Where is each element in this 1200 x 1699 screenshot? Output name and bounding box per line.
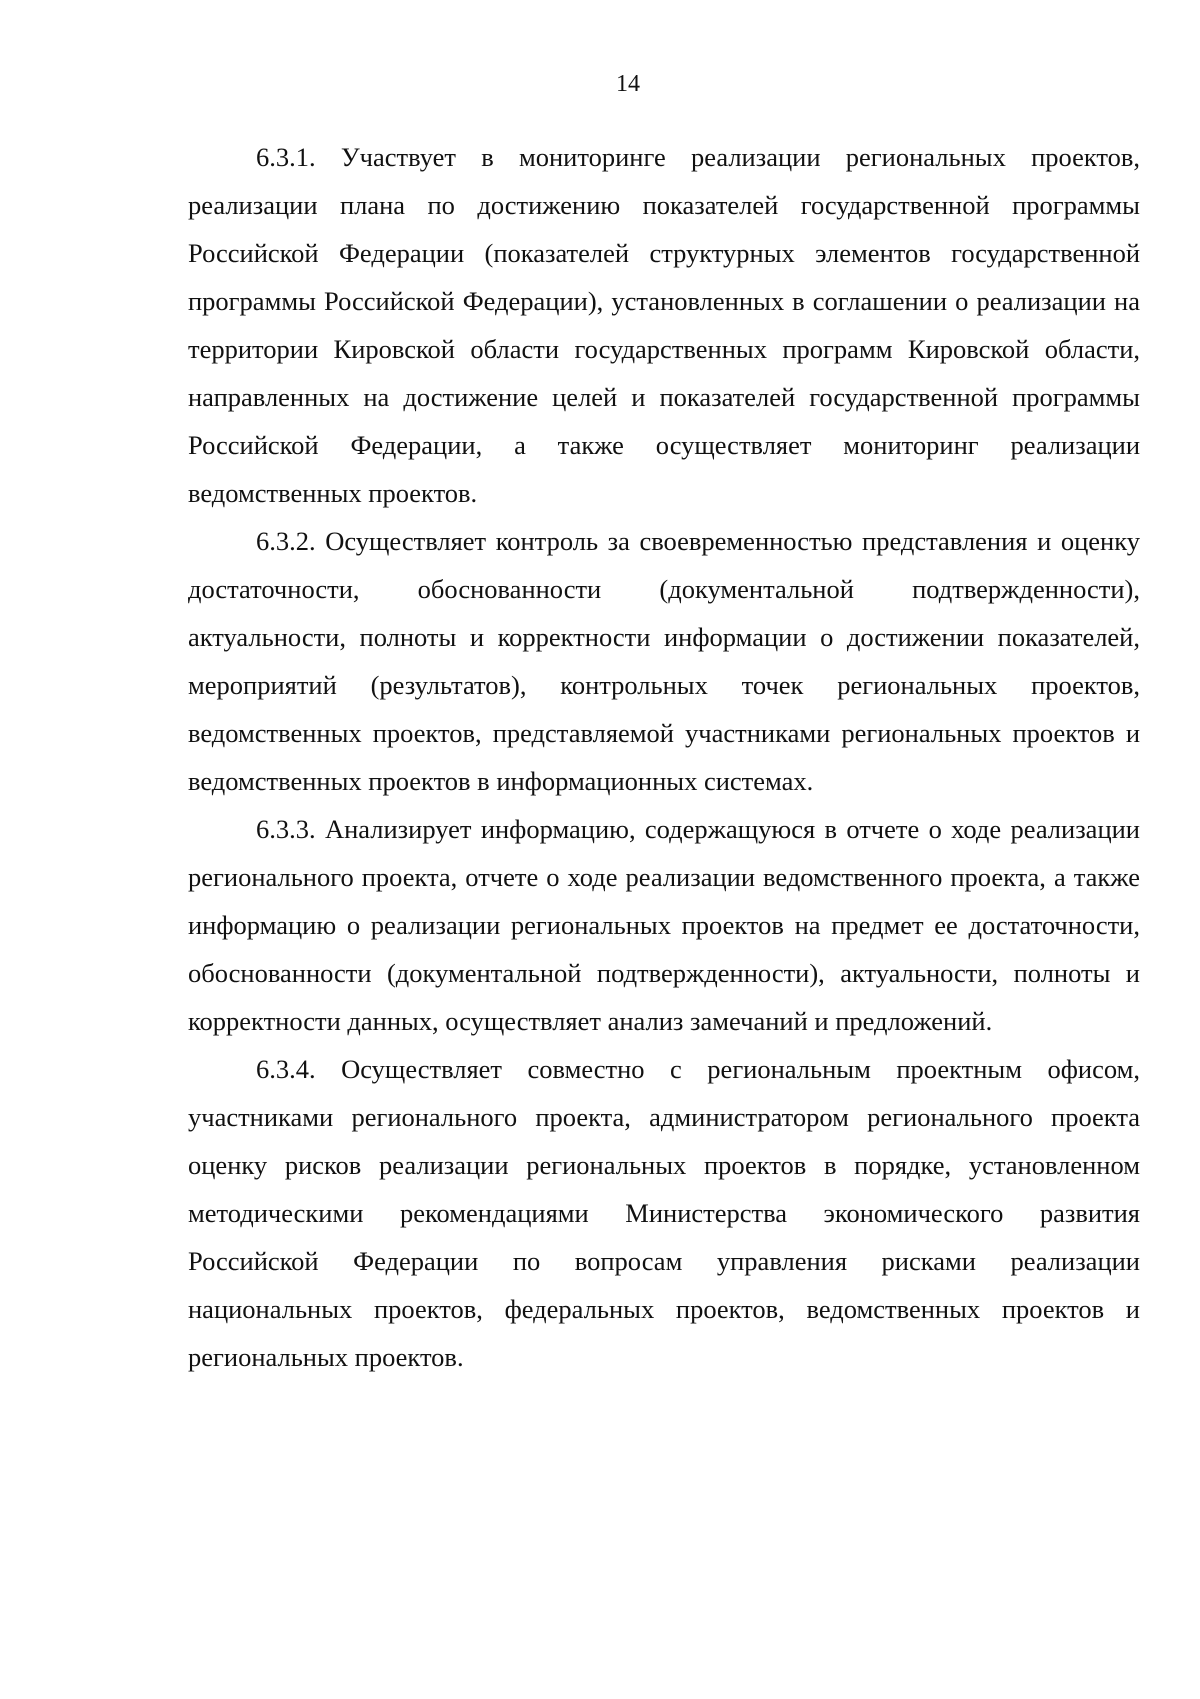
paragraph-6-3-3: 6.3.3. Анализирует информацию, содержащуюся в отчете о ходе реализации регионального проекта, отчете о ходе реализации ведомственного проекта, а также информацию о реализации региональных проектов на предмет ее достаточности, обоснованности (документальной подтвержденности), актуальности, полноты и корректности данных, осуществляет анализ замечаний и предложений. <box>188 814 1140 1036</box>
paragraph-6-3-4: 6.3.4. Осуществляет совместно с региональным проектным офисом, участниками регионального проекта, администратором регионального проекта оценку рисков реализации региональных проектов в порядке, установленном методическими рекомендациями Министерства экономического развития Российской Федерации по вопросам управления рисками реализации национальных проектов, федеральных проектов, ведомственных проектов и региональных проектов. <box>188 1054 1140 1372</box>
paragraph-6-3-1: 6.3.1. Участвует в мониторинге реализации региональных проектов, реализации плана по достижению показателей государственной программы Российской Федерации (показателей структурных элементов государственной программы Российской Федерации), установленных в соглашении о реализации на территории Кировской области государственных программ Кировской области, направленных на достижение целей и показателей государственной программы Российской Федерации, а также осуществляет мониторинг реализации ведомственных проектов. <box>188 142 1140 508</box>
page-number: 14 <box>616 71 640 97</box>
document-body <box>188 133 1140 1381</box>
paragraph-6-3-2: 6.3.2. Осуществляет контроль за своевременностью представления и оценку достаточности, обоснованности (документальной подтвержденности), актуальности, полноты и корректности информации о достижении показателей, мероприятий (результатов), контрольных точек региональных проектов, ведомственных проектов, представляемой участниками региональных проектов и ведомственных проектов в информационных системах. <box>188 526 1140 796</box>
